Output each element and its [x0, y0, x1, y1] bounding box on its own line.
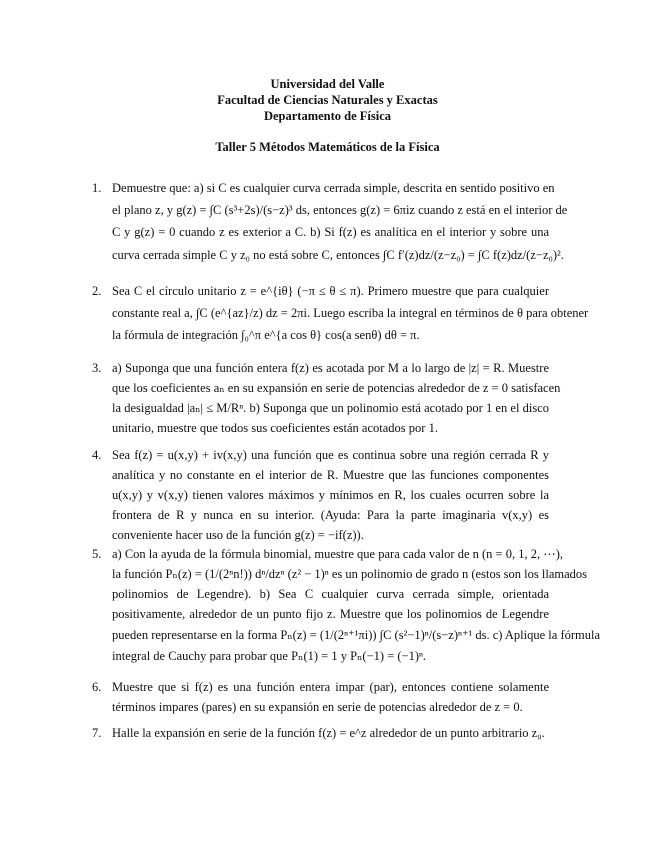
- problem-number: 1.: [92, 181, 102, 195]
- problem-text-line: frontera de R y nunca en su interior. (Ayuda: Para la parte imaginaria v(x,y) es: [112, 508, 549, 522]
- problem-text-line: Sea f(z) = u(x,y) + iv(x,y) una función que es continua sobre una región cerrada R y: [112, 448, 549, 462]
- problem-text-line: a) Suponga que una función entera f(z) es acotada por M a lo largo de |z| = R. Muestre: [112, 361, 549, 375]
- problem-text-line: positivamente, alrededor de un punto fijo z. Muestre que los polinomios de Legendre: [112, 607, 549, 621]
- problem-number: 4.: [92, 448, 102, 462]
- problem-text-line: Demuestre que: a) si C es cualquier curva cerrada simple, descrita en sentido positivo en: [112, 181, 555, 195]
- problem-text-line: la función Pₙ(z) = (1/(2ⁿn!)) dⁿ/dzⁿ (z² − 1)ⁿ es un polinomio de grado n (estos son los llamados: [112, 567, 588, 581]
- problem-number: 7.: [92, 726, 102, 740]
- problem-text-line: C y g(z) = 0 cuando z es exterior a C. b) Si f(z) es analítica en el interior y sobre una: [112, 225, 549, 239]
- problem-text-line: analítica y no constante en el interior de R. Muestre que las funciones componentes: [112, 468, 549, 482]
- department-name: Departamento de Física: [263, 109, 392, 123]
- problem-text-line: u(x,y) y v(x,y) tienen valores máximos y mínimos en R, los cuales ocurren sobre la: [112, 488, 549, 502]
- problem-text-line: Muestre que si f(z) es una función entera impar (par), entonces contiene solamente: [112, 680, 549, 694]
- problem-text-line: constante real a, ∫C (e^{az}/z) dz = 2πi. Luego escriba la integral en términos de θ para obtener: [112, 306, 589, 320]
- problem-number: 3.: [92, 361, 102, 375]
- problem-number: 2.: [92, 284, 102, 298]
- problem-number: 5.: [92, 547, 102, 561]
- university-name: Universidad del Valle: [270, 77, 385, 91]
- problem-text-line: curva cerrada simple C y z₀ no está sobre C, entonces ∫C f′(z)dz/(z−z₀) = ∫C f(z)dz/(z−z₀)².: [112, 248, 564, 262]
- problem-number: 6.: [92, 680, 102, 694]
- problem-text-line: la desigualdad |aₙ| ≤ M/Rⁿ. b) Suponga que un polinomio está acotado por 1 en el disco: [112, 401, 549, 415]
- problem-text-line: Sea C el círculo unitario z = e^{iθ} (−π ≤ θ ≤ π). Primero muestre que para cualquier: [112, 284, 549, 298]
- problem-text-line: conveniente hacer uso de la función g(z) = −if(z)).: [112, 528, 364, 542]
- problem-text-line: términos impares (pares) en su expansión en serie de potencias alrededor de z = 0.: [112, 700, 523, 714]
- problem-text-line: el plano z, y g(z) = ∫C (s³+2s)/(s−z)³ ds, entonces g(z) = 6πiz cuando z está en el interior de: [112, 203, 568, 217]
- problem-text-line: integral de Cauchy para probar que Pₙ(1) = 1 y Pₙ(−1) = (−1)ⁿ.: [112, 649, 427, 663]
- problem-text-line: polinomios de Legendre). b) Sea C cualquier curva cerrada simple, orientada: [112, 587, 549, 601]
- problem-text-line: la fórmula de integración ∫₀^π e^{a cos θ} cos(a senθ) dθ = π.: [112, 328, 420, 342]
- problem-text-line: que los coeficientes aₙ en su expansión en serie de potencias alrededor de z = 0 satisfacen: [112, 381, 561, 395]
- problem-text-line: unitario, muestre que todos sus coeficientes están acotados por 1.: [112, 421, 438, 435]
- faculty-name: Facultad de Ciencias Naturales y Exactas: [217, 93, 438, 107]
- problem-text-line: Halle la expansión en serie de la función f(z) = e^z alrededor de un punto arbitrario z₀.: [112, 726, 545, 740]
- document-title: Taller 5 Métodos Matemáticos de la Física: [215, 140, 440, 154]
- problem-text-line: pueden representarse en la forma Pₙ(z) = (1/(2ⁿ⁺¹πi)) ∫C (s²−1)ⁿ/(s−z)ⁿ⁺¹ ds. c) Aplique la fórmula: [112, 628, 601, 642]
- problem-text-line: a) Con la ayuda de la fórmula binomial, muestre que para cada valor de n (n = 0, 1, 2, ⋯),: [112, 547, 563, 561]
